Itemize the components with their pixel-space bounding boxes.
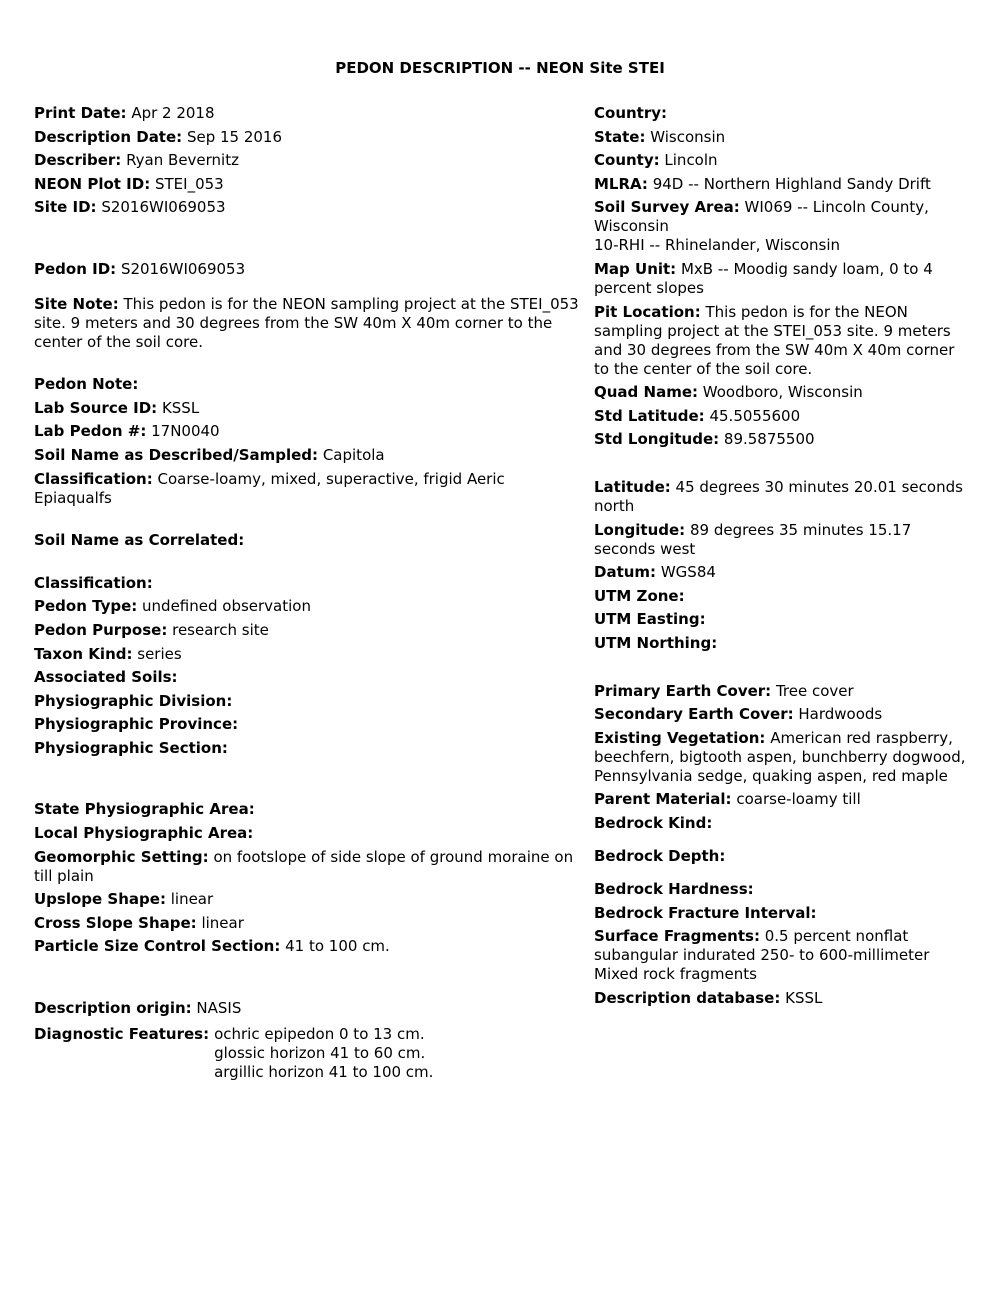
- field-label: State:: [594, 127, 646, 146]
- field-label: Particle Size Control Section:: [34, 937, 281, 956]
- field-physiographic-division: [34, 692, 584, 711]
- left-column: [34, 104, 584, 1082]
- field-value: undefined observation: [142, 597, 311, 616]
- right-column: [594, 104, 970, 1012]
- field-label: State Physiographic Area:: [34, 800, 255, 819]
- field-label: County:: [594, 151, 660, 170]
- field-value: series: [137, 644, 182, 663]
- diagnostic-feature-item: glossic horizon 41 to 60 cm.: [214, 1044, 426, 1063]
- field-value: S2016WI069053: [120, 259, 246, 278]
- field-value: Ryan Bevernitz: [126, 151, 239, 170]
- field-label: Taxon Kind:: [34, 644, 133, 663]
- field-lab-source-id: [34, 399, 584, 418]
- field-secondary-earth-cover: [594, 705, 970, 724]
- field-value: STEI_053: [154, 174, 224, 193]
- field-bedrock-fracture-interval: [594, 904, 970, 923]
- field-label: Soil Name as Correlated:: [34, 531, 245, 550]
- field-associated-soils: [34, 668, 584, 687]
- field-label: Site ID:: [34, 198, 97, 217]
- field-label: Physiographic Division:: [34, 691, 233, 710]
- field-state-physiographic-area: [34, 800, 584, 819]
- field-taxon-kind: [34, 645, 584, 664]
- field-std-longitude: [594, 430, 970, 449]
- field-label: Soil Name as Described/Sampled:: [34, 445, 319, 464]
- field-label: Classification:: [34, 469, 153, 488]
- field-value: 0.5 percent nonflat subangular indurated 250- to 600-millimeter Mixed rock fragments: [594, 927, 930, 984]
- field-map-unit: [594, 260, 970, 298]
- field-pedon-purpose: [34, 621, 584, 640]
- field-soil-name-as-described-sampled: [34, 446, 584, 465]
- field-label: Parent Material:: [594, 790, 732, 809]
- field-label: Describer:: [34, 151, 122, 170]
- field-bedrock-kind: [594, 814, 970, 833]
- field-value: Hardwoods: [798, 705, 883, 724]
- field-parent-material: [594, 790, 970, 809]
- diagnostic-feature-item: argillic horizon 41 to 100 cm.: [214, 1063, 434, 1082]
- field-label: Diagnostic Features:: [34, 1025, 210, 1044]
- field-value: Lincoln: [664, 151, 718, 170]
- field-value: American red raspberry, beechfern, bigtooth aspen, bunchberry dogwood, Pennsylvania sedge, quaking aspen, red maple: [594, 728, 966, 785]
- field-label: UTM Zone:: [594, 586, 685, 605]
- field-value: 45.5055600: [709, 406, 801, 425]
- field-value: KSSL: [785, 988, 823, 1007]
- field-cross-slope-shape: [34, 914, 584, 933]
- field-label: Surface Fragments:: [594, 927, 760, 946]
- field-primary-earth-cover: [594, 682, 970, 701]
- field-site-note: [34, 295, 584, 352]
- field-description-origin: [34, 999, 584, 1018]
- field-label: Description Date:: [34, 127, 183, 146]
- field-upslope-shape: [34, 890, 584, 909]
- field-label: Physiographic Province:: [34, 715, 239, 734]
- field-label: Primary Earth Cover:: [594, 681, 772, 700]
- field-label: Description origin:: [34, 999, 192, 1018]
- field-pedon-note: [34, 375, 584, 394]
- field-label: Bedrock Depth:: [594, 846, 726, 865]
- field-value: S2016WI069053: [101, 198, 226, 217]
- field-value: coarse-loamy till: [736, 790, 861, 809]
- field-value: linear: [170, 890, 214, 909]
- field-label: Classification:: [34, 573, 153, 592]
- field-physiographic-province: [34, 715, 584, 734]
- field-bedrock-hardness: [594, 880, 970, 899]
- field-pit-location: [594, 303, 970, 379]
- field-label: Pedon Purpose:: [34, 620, 168, 639]
- field-label: Pedon Type:: [34, 597, 138, 616]
- field-label: Std Latitude:: [594, 406, 705, 425]
- field-label: Map Unit:: [594, 259, 677, 278]
- field-value: 94D -- Northern Highland Sandy Drift: [652, 174, 931, 193]
- page-title: PEDON DESCRIPTION -- NEON Site STEI: [335, 59, 665, 77]
- field-label: Latitude:: [594, 477, 671, 496]
- field-label: Local Physiographic Area:: [34, 824, 254, 843]
- field-surface-fragments: [594, 927, 970, 984]
- field-label: Site Note:: [34, 294, 119, 313]
- field-describer: [34, 151, 584, 170]
- field-std-latitude: [594, 407, 970, 426]
- field-description-date: [34, 128, 584, 147]
- field-label: MLRA:: [594, 174, 648, 193]
- field-value: This pedon is for the NEON sampling project at the STEI_053 site. 9 meters and 30 degrees from the SW 40m X 40m corner to the center of the soil core.: [594, 302, 955, 378]
- field-soil-survey-area: [594, 198, 970, 255]
- field-label: Bedrock Fracture Interval:: [594, 903, 817, 922]
- field-value: 89.5875500: [723, 430, 815, 449]
- field-quad-name: [594, 383, 970, 402]
- field-local-physiographic-area: [34, 824, 584, 843]
- field-value: Wisconsin: [650, 127, 726, 146]
- field-bedrock-depth: [594, 847, 970, 866]
- field-value: 41 to 100 cm.: [285, 937, 390, 956]
- field-neon-plot-id: [34, 175, 584, 194]
- field-label: Quad Name:: [594, 383, 698, 402]
- field-value: WI069 -- Lincoln County, Wisconsin 10-RHI -- Rhinelander, Wisconsin: [594, 198, 929, 255]
- field-datum: [594, 563, 970, 582]
- field-value: MxB -- Moodig sandy loam, 0 to 4 percent slopes: [594, 259, 933, 297]
- field-value: on footslope of side slope of ground moraine on till plain: [34, 847, 574, 885]
- field-label: Lab Source ID:: [34, 398, 158, 417]
- field-existing-vegetation: [594, 729, 970, 786]
- field-country: [594, 104, 970, 123]
- field-print-date: [34, 104, 584, 123]
- field-label: Bedrock Kind:: [594, 813, 713, 832]
- field-geomorphic-setting: [34, 848, 584, 886]
- field-value: Coarse-loamy, mixed, superactive, frigid Aeric Epiaqualfs: [34, 469, 505, 507]
- field-label: Associated Soils:: [34, 668, 178, 687]
- field-label: UTM Northing:: [594, 633, 718, 652]
- field-label: Lab Pedon #:: [34, 422, 147, 441]
- field-value: 89 degrees 35 minutes 15.17 seconds west: [594, 520, 912, 558]
- field-utm-zone: [594, 587, 970, 606]
- field-value: research site: [172, 620, 269, 639]
- field-value: Woodboro, Wisconsin: [702, 383, 863, 402]
- field-label: Secondary Earth Cover:: [594, 705, 794, 724]
- field-physiographic-section: [34, 739, 584, 758]
- field-label: Country:: [594, 104, 668, 122]
- field-label: Bedrock Hardness:: [594, 880, 754, 899]
- field-label: Soil Survey Area:: [594, 198, 740, 217]
- field-classification: [34, 470, 584, 508]
- field-value: WGS84: [660, 563, 716, 582]
- field-label: Existing Vegetation:: [594, 728, 766, 747]
- field-value: NASIS: [196, 999, 242, 1018]
- field-value: linear: [201, 913, 244, 932]
- field-label: Pedon ID:: [34, 259, 117, 278]
- diagnostic-feature-list: [214, 1025, 433, 1082]
- field-label: Upslope Shape:: [34, 890, 166, 909]
- field-label: Description database:: [594, 988, 781, 1007]
- field-longitude: [594, 521, 970, 559]
- field-label: Std Longitude:: [594, 430, 720, 449]
- field-label: UTM Easting:: [594, 610, 706, 629]
- field-latitude: [594, 478, 970, 516]
- field-label: Datum:: [594, 563, 657, 582]
- field-lab-pedon: [34, 422, 584, 441]
- field-value: 17N0040: [151, 422, 220, 441]
- field-label: Longitude:: [594, 520, 686, 539]
- field-utm-northing: [594, 634, 970, 653]
- field-site-id: [34, 198, 584, 217]
- diagnostic-feature-item: ochric epipedon 0 to 13 cm.: [214, 1025, 425, 1044]
- field-label: Pit Location:: [594, 302, 701, 321]
- field-value: Tree cover: [775, 681, 854, 700]
- field-value: Sep 15 2016: [186, 127, 283, 146]
- field-pedon-id: [34, 260, 584, 279]
- field-particle-size-control-section: [34, 937, 584, 956]
- field-description-database: [594, 989, 970, 1008]
- field-value: KSSL: [161, 398, 200, 417]
- field-soil-name-as-correlated: [34, 531, 584, 550]
- field-label: Cross Slope Shape:: [34, 913, 197, 932]
- field-value: Capitola: [322, 445, 385, 464]
- field-pedon-type: [34, 597, 584, 616]
- field-mlra: [594, 175, 970, 194]
- field-county: [594, 151, 970, 170]
- field-state: [594, 128, 970, 147]
- field-value: Apr 2 2018: [131, 104, 215, 122]
- field-label: Pedon Note:: [34, 375, 139, 394]
- field-utm-easting: [594, 610, 970, 629]
- field-label: Print Date:: [34, 104, 127, 122]
- field-diagnostic-features: [34, 1025, 584, 1082]
- field-value: 45 degrees 30 minutes 20.01 seconds north: [594, 477, 963, 515]
- field-label: Physiographic Section:: [34, 738, 228, 757]
- field-value: This pedon is for the NEON sampling project at the STEI_053 site. 9 meters and 30 degrees from the SW 40m X 40m corner to the center of the soil core.: [34, 294, 579, 351]
- field-label: NEON Plot ID:: [34, 174, 151, 193]
- field-classification: [34, 574, 584, 593]
- field-label: Geomorphic Setting:: [34, 847, 209, 866]
